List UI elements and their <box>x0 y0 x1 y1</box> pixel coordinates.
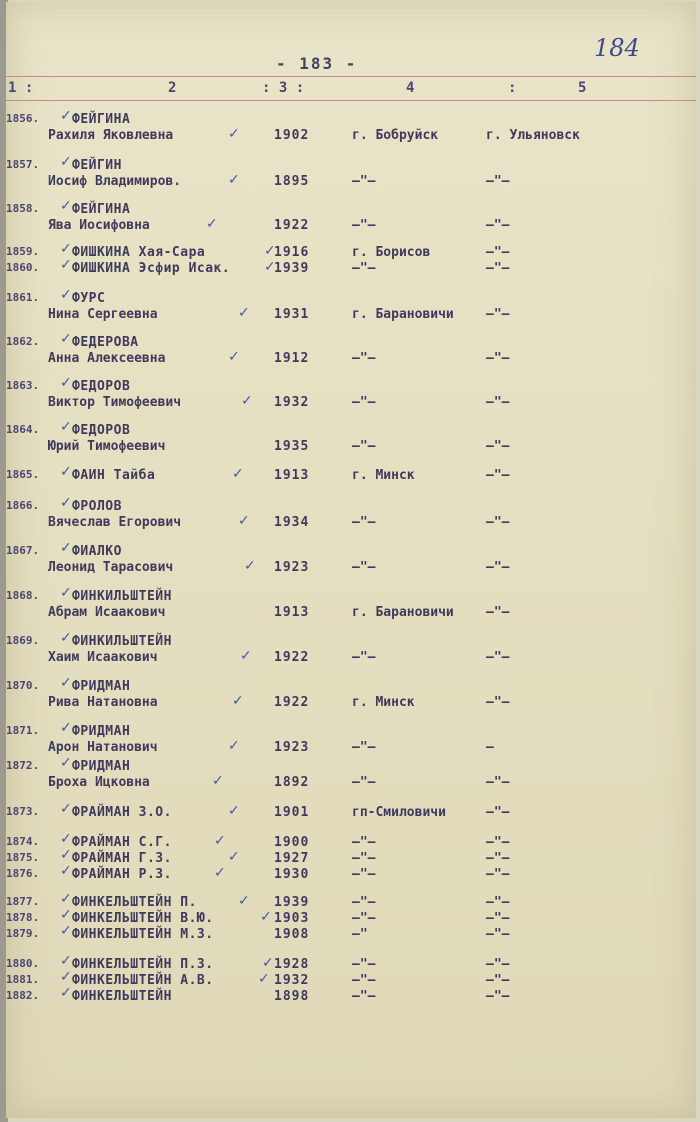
record-number: 1870. <box>6 679 40 692</box>
record-given-name: Леонид Тарасович <box>48 560 174 575</box>
record-birth-year: 1927 <box>274 851 310 866</box>
record-surname: ФЕДЕРОВА <box>72 335 139 350</box>
record-location: –"– <box>486 927 510 942</box>
record-location: –"– <box>486 515 510 530</box>
record-number: 1866. <box>6 499 40 512</box>
check-mark-icon: ✓ <box>60 720 72 736</box>
record-number: 1879. <box>6 927 40 940</box>
record-number: 1869. <box>6 634 40 647</box>
record-birthplace: –"– <box>352 395 376 410</box>
record-birth-year: 1934 <box>274 515 310 530</box>
record-given-name: Броха Ицковна <box>48 775 150 790</box>
record-location: –"– <box>486 957 510 972</box>
record-birthplace: г. Барановичи <box>352 307 454 322</box>
record-surname: ФИШКИНА Хая-Сара <box>72 245 206 260</box>
check-mark-icon: ✓ <box>241 393 253 409</box>
record-location: –"– <box>486 439 510 454</box>
record-given-name: Абрам Исаакович <box>48 605 166 620</box>
record-location: –"– <box>486 218 510 233</box>
record-location: –"– <box>486 261 510 276</box>
record-number: 1881. <box>6 973 40 986</box>
record-birthplace: г. Борисов <box>352 245 431 260</box>
record-location: – <box>486 740 494 755</box>
check-mark-icon: ✓ <box>214 865 226 881</box>
record-birthplace: гп-Смиловичи <box>352 805 446 820</box>
record-surname: ФРАЙМАН Г.З. <box>72 851 172 866</box>
record-birth-year: 1922 <box>274 650 310 665</box>
record-surname: ФУРС <box>72 291 106 306</box>
record-surname: ФИНКИЛЬШТЕЙН <box>72 589 172 604</box>
check-mark-icon: ✓ <box>228 349 240 365</box>
column-header-sep: : <box>508 80 517 96</box>
record-number: 1877. <box>6 895 40 908</box>
record-number: 1862. <box>6 335 40 348</box>
check-mark-icon: ✓ <box>60 375 72 391</box>
check-mark-icon: ✓ <box>214 833 226 849</box>
record-birthplace: –"– <box>352 775 376 790</box>
record-location: –"– <box>486 805 510 820</box>
record-location: –"– <box>486 695 510 710</box>
record-surname: ФРИДМАН <box>72 724 131 739</box>
record-birthplace: г. Бобруйск <box>352 128 439 143</box>
record-location: –"– <box>486 245 510 260</box>
check-mark-icon: ✓ <box>244 558 256 574</box>
record-birthplace: –"– <box>352 439 376 454</box>
record-surname: ФИНКИЛЬШТЕЙН <box>72 634 172 649</box>
check-mark-icon: ✓ <box>260 909 272 925</box>
record-birth-year: 1922 <box>274 218 310 233</box>
check-mark-icon: ✓ <box>60 863 72 879</box>
record-birth-year: 1913 <box>274 605 310 620</box>
record-birth-year: 1930 <box>274 867 310 882</box>
record-birthplace: –"– <box>352 895 376 910</box>
record-location: г. Ульяновск <box>486 128 580 143</box>
record-number: 1876. <box>6 867 40 880</box>
column-header-2: 2 <box>168 80 177 96</box>
check-mark-icon: ✓ <box>232 693 244 709</box>
record-given-name: Ява Иосифовна <box>48 218 150 233</box>
record-number: 1856. <box>6 112 40 125</box>
record-number: 1868. <box>6 589 40 602</box>
check-mark-icon: ✓ <box>262 955 274 971</box>
record-birth-year: 1908 <box>274 927 310 942</box>
record-birth-year: 1932 <box>274 395 310 410</box>
record-location: –"– <box>486 351 510 366</box>
column-header-4: 4 <box>406 80 415 96</box>
record-location: –"– <box>486 307 510 322</box>
check-mark-icon: ✓ <box>60 287 72 303</box>
record-birth-year: 1939 <box>274 261 310 276</box>
record-surname: ФИШКИНА Эсфир Исак. <box>72 261 231 276</box>
record-birth-year: 1928 <box>274 957 310 972</box>
record-number: 1875. <box>6 851 40 864</box>
check-mark-icon: ✓ <box>60 675 72 691</box>
record-given-name: Нина Сергеевна <box>48 307 158 322</box>
check-mark-icon: ✓ <box>238 305 250 321</box>
record-surname: ФРИДМАН <box>72 679 131 694</box>
record-surname: ФЕЙГИН <box>72 158 122 173</box>
record-birthplace: –"– <box>352 218 376 233</box>
record-birthplace: –"– <box>352 560 376 575</box>
record-birth-year: 1922 <box>274 695 310 710</box>
record-number: 1878. <box>6 911 40 924</box>
record-birthplace: –"– <box>352 351 376 366</box>
record-location: –"– <box>486 989 510 1004</box>
record-birthplace: –"– <box>352 740 376 755</box>
record-birthplace: –"– <box>352 867 376 882</box>
check-mark-icon: ✓ <box>60 257 72 273</box>
record-birthplace: г. Барановичи <box>352 605 454 620</box>
column-header-5: 5 <box>578 80 587 96</box>
record-location: –"– <box>486 911 510 926</box>
record-birth-year: 1902 <box>274 128 310 143</box>
check-mark-icon: ✓ <box>232 466 244 482</box>
record-number: 1863. <box>6 379 40 392</box>
record-birth-year: 1931 <box>274 307 310 322</box>
record-number: 1864. <box>6 423 40 436</box>
page-number: - 183 - <box>276 54 358 73</box>
record-surname: ФИНКЕЛЬШТЕЙН <box>72 989 172 1004</box>
check-mark-icon: ✓ <box>238 893 250 909</box>
record-birthplace: –"– <box>352 957 376 972</box>
check-mark-icon: ✓ <box>60 154 72 170</box>
check-mark-icon: ✓ <box>60 801 72 817</box>
record-birthplace: –"– <box>352 650 376 665</box>
record-number: 1871. <box>6 724 40 737</box>
record-number: 1872. <box>6 759 40 772</box>
record-number: 1861. <box>6 291 40 304</box>
column-header-3: : 3 : <box>262 80 305 96</box>
record-location: –"– <box>486 560 510 575</box>
record-number: 1867. <box>6 544 40 557</box>
record-birth-year: 1939 <box>274 895 310 910</box>
record-number: 1865. <box>6 468 40 481</box>
record-location: –"– <box>486 174 510 189</box>
column-header-1: 1 : <box>8 80 34 96</box>
record-given-name: Рахиля Яковлевна <box>48 128 174 143</box>
record-surname: ФИНКЕЛЬШТЕЙН А.В. <box>72 973 214 988</box>
check-mark-icon: ✓ <box>60 969 72 985</box>
record-location: –"– <box>486 468 510 483</box>
record-birthplace: –"– <box>352 989 376 1004</box>
check-mark-icon: ✓ <box>60 831 72 847</box>
record-surname: ФЕДОРОВ <box>72 379 131 394</box>
check-mark-icon: ✓ <box>228 126 240 142</box>
record-surname: ФИНКЕЛЬШТЕЙН П.З. <box>72 957 214 972</box>
record-number: 1859. <box>6 245 40 258</box>
record-birthplace: –"– <box>352 973 376 988</box>
record-location: –"– <box>486 867 510 882</box>
record-location: –"– <box>486 851 510 866</box>
archive-number: 184 <box>594 34 640 62</box>
check-mark-icon: ✓ <box>60 108 72 124</box>
record-birthplace: –"– <box>352 911 376 926</box>
check-mark-icon: ✓ <box>60 755 72 771</box>
record-given-name: Юрий Тимофеевич <box>48 439 166 454</box>
record-birthplace: г. Минск <box>352 695 415 710</box>
check-mark-icon: ✓ <box>60 241 72 257</box>
document-page <box>6 2 696 1118</box>
record-birthplace: –"– <box>352 851 376 866</box>
record-location: –"– <box>486 605 510 620</box>
record-location: –"– <box>486 895 510 910</box>
record-number: 1857. <box>6 158 40 171</box>
record-given-name: Арон Натанович <box>48 740 158 755</box>
check-mark-icon: ✓ <box>60 985 72 1001</box>
record-surname: ФИАЛКО <box>72 544 122 559</box>
record-birth-year: 1903 <box>274 911 310 926</box>
record-number: 1882. <box>6 989 40 1002</box>
record-birth-year: 1901 <box>274 805 310 820</box>
check-mark-icon: ✓ <box>60 630 72 646</box>
record-number: 1874. <box>6 835 40 848</box>
record-surname: ФРАЙМАН С.Г. <box>72 835 172 850</box>
record-birth-year: 1912 <box>274 351 310 366</box>
check-mark-icon: ✓ <box>206 216 218 232</box>
check-mark-icon: ✓ <box>60 495 72 511</box>
header-rule-bottom <box>6 100 696 101</box>
check-mark-icon: ✓ <box>258 971 270 987</box>
record-location: –"– <box>486 835 510 850</box>
record-surname: ФЕЙГИНА <box>72 112 131 127</box>
record-birth-year: 1913 <box>274 468 310 483</box>
record-surname: ФЕДОРОВ <box>72 423 131 438</box>
record-birth-year: 1898 <box>274 989 310 1004</box>
check-mark-icon: ✓ <box>60 419 72 435</box>
check-mark-icon: ✓ <box>60 464 72 480</box>
record-birthplace: –"– <box>352 835 376 850</box>
record-number: 1880. <box>6 957 40 970</box>
record-birthplace: –"– <box>352 515 376 530</box>
record-given-name: Хаим Исаакович <box>48 650 158 665</box>
record-birthplace: –"– <box>352 174 376 189</box>
record-birth-year: 1895 <box>274 174 310 189</box>
record-surname: ФИНКЕЛЬШТЕЙН П. <box>72 895 197 910</box>
record-surname: ФРОЛОВ <box>72 499 122 514</box>
record-given-name: Виктор Тимофеевич <box>48 395 182 410</box>
check-mark-icon: ✓ <box>212 773 224 789</box>
record-birth-year: 1935 <box>274 439 310 454</box>
check-mark-icon: ✓ <box>228 803 240 819</box>
header-rule-top <box>6 76 696 77</box>
record-given-name: Анна Алексеевна <box>48 351 166 366</box>
record-number: 1873. <box>6 805 40 818</box>
record-surname: ФЕЙГИНА <box>72 202 131 217</box>
record-location: –"– <box>486 650 510 665</box>
check-mark-icon: ✓ <box>240 648 252 664</box>
record-surname: ФИНКЕЛЬШТЕЙН В.Ю. <box>72 911 214 926</box>
record-number: 1858. <box>6 202 40 215</box>
record-birthplace: г. Минск <box>352 468 415 483</box>
check-mark-icon: ✓ <box>60 198 72 214</box>
record-birthplace: –"– <box>352 261 376 276</box>
record-given-name: Иосиф Владимиров. <box>48 174 182 189</box>
record-birth-year: 1932 <box>274 973 310 988</box>
check-mark-icon: ✓ <box>264 259 276 275</box>
check-mark-icon: ✓ <box>238 513 250 529</box>
record-location: –"– <box>486 775 510 790</box>
check-mark-icon: ✓ <box>228 849 240 865</box>
check-mark-icon: ✓ <box>60 953 72 969</box>
record-birth-year: 1892 <box>274 775 310 790</box>
record-birth-year: 1900 <box>274 835 310 850</box>
record-given-name: Рива Натановна <box>48 695 158 710</box>
check-mark-icon: ✓ <box>60 891 72 907</box>
check-mark-icon: ✓ <box>60 540 72 556</box>
record-birth-year: 1923 <box>274 740 310 755</box>
check-mark-icon: ✓ <box>264 243 276 259</box>
record-birth-year: 1916 <box>274 245 310 260</box>
check-mark-icon: ✓ <box>60 331 72 347</box>
record-surname: ФРИДМАН <box>72 759 131 774</box>
record-birthplace: –" <box>352 927 368 942</box>
record-surname: ФАИН Тайба <box>72 468 156 483</box>
check-mark-icon: ✓ <box>228 738 240 754</box>
record-surname: ФРАЙМАН З.О. <box>72 805 172 820</box>
check-mark-icon: ✓ <box>228 172 240 188</box>
record-birth-year: 1923 <box>274 560 310 575</box>
record-surname: ФРАЙМАН Р.З. <box>72 867 172 882</box>
record-given-name: Вячеслав Егорович <box>48 515 182 530</box>
check-mark-icon: ✓ <box>60 847 72 863</box>
record-surname: ФИНКЕЛЬШТЕЙН М.З. <box>72 927 214 942</box>
check-mark-icon: ✓ <box>60 907 72 923</box>
record-location: –"– <box>486 973 510 988</box>
record-location: –"– <box>486 395 510 410</box>
check-mark-icon: ✓ <box>60 585 72 601</box>
check-mark-icon: ✓ <box>60 923 72 939</box>
record-number: 1860. <box>6 261 40 274</box>
